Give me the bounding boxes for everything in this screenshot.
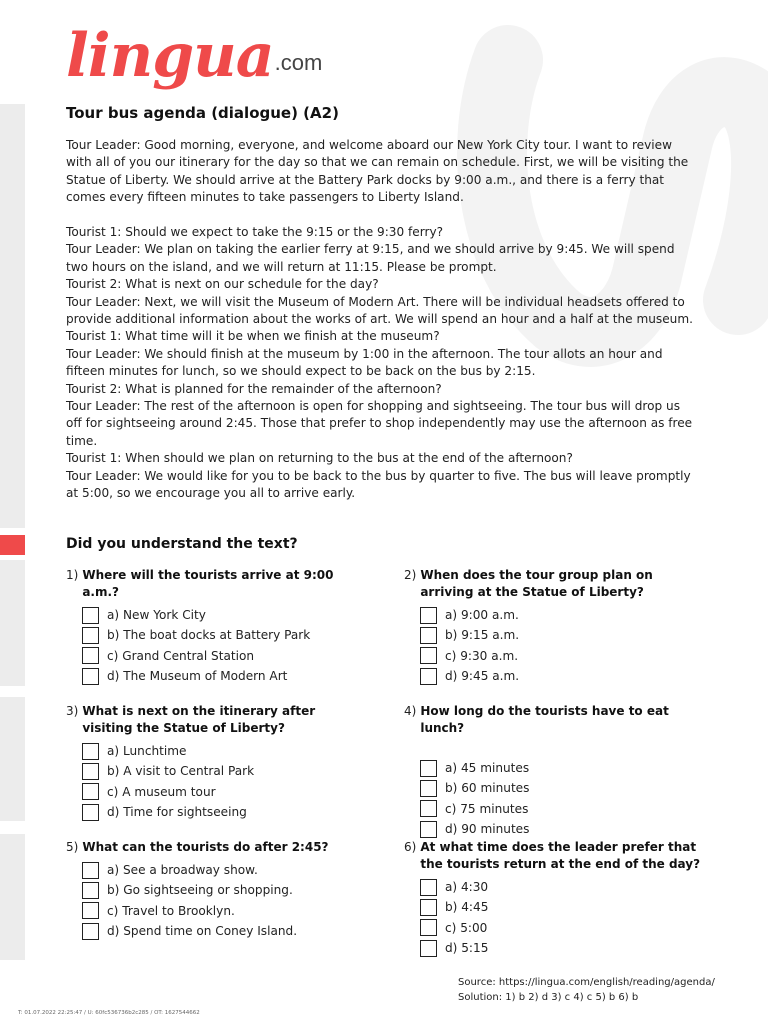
dialogue-line: Tourist 2: What is next on our schedule for the day? [66,277,379,292]
question-6 [404,839,704,958]
quiz-heading: Did you understand the text? [66,536,298,552]
answer-checkbox[interactable] [420,919,437,936]
answer-option[interactable] [420,897,704,917]
option-label: a) New York City [107,608,206,623]
footer [458,975,715,1005]
option-label: d) 5:15 [445,941,489,956]
question-number: 2) [404,568,417,582]
answer-checkbox[interactable] [420,647,437,664]
option-label: b) Go sightseeing or shopping. [107,883,293,898]
side-tab-reading [0,104,25,528]
answer-option[interactable] [420,799,704,819]
question-number: 6) [404,840,417,854]
question-2 [404,567,704,686]
option-label: a) 4:30 [445,880,489,895]
option-label: d) The Museum of Modern Art [107,669,288,684]
question-text: How long do the tourists have to eat lunch? [420,704,669,735]
option-label: c) Grand Central Station [107,648,255,663]
answer-checkbox[interactable] [420,940,437,957]
page-title: Tour bus agenda (dialogue) (A2) [66,104,339,122]
dialogue-line: Tour Leader: Next, we will visit the Museum of Modern Art. There will be individual headsets offered to provide additional information about the works of art. We will spend an hour and a half at the museum. [66,294,693,327]
question-4 [404,703,704,839]
dialogue-line: Tourist 1: What time will it be when we finish at the museum? [66,329,440,344]
question-text: What can the tourists do after 2:45? [82,840,329,854]
question-number: 3) [66,704,79,718]
side-tab-questions-2 [0,697,25,821]
side-tab-marker [0,535,25,555]
answer-checkbox[interactable] [420,821,437,838]
dialogue-line: Tourist 1: Should we expect to take the 9:15 or the 9:30 ferry? [66,225,444,240]
side-tab-questions-1 [0,560,25,686]
answer-checkbox[interactable] [420,607,437,624]
option-label: b) The boat docks at Battery Park [107,628,311,643]
answer-checkbox[interactable] [82,923,99,940]
option-label: a) Lunchtime [107,744,187,759]
answer-option[interactable] [82,666,366,686]
dialogue-line: Tour Leader: We would like for you to be back to the bus by quarter to five. The bus will leave promptly at 5:00, so we encourage you all to arrive early. [66,468,691,501]
dialogue-line: Tourist 1: When should we plan on returning to the bus at the end of the afternoon? [66,451,573,466]
option-label: b) 60 minutes [445,781,530,796]
dialogue-line: Tourist 2: What is planned for the remainder of the afternoon? [66,381,442,396]
answer-option[interactable] [82,880,366,900]
dialogue-text [66,137,696,503]
answer-option[interactable] [82,802,366,822]
answer-checkbox[interactable] [420,627,437,644]
dialogue-line: Tour Leader: We should finish at the museum by 1:00 in the afternoon. The tour allots an hour and fifteen minutes for lunch, so we should expect to be back on the bus by 2:15. [66,346,663,379]
question-text: At what time does the leader prefer that the tourists return at the end of the day? [420,840,701,871]
answer-checkbox[interactable] [420,899,437,916]
answer-checkbox[interactable] [82,743,99,760]
answer-option[interactable] [82,921,366,941]
answer-checkbox[interactable] [82,647,99,664]
answer-option[interactable] [420,605,704,625]
answer-checkbox[interactable] [420,760,437,777]
option-label: c) 5:00 [445,920,488,935]
answer-option[interactable] [420,666,704,686]
option-label: b) A visit to Central Park [107,764,255,779]
option-label: b) 4:45 [445,900,489,915]
answer-option[interactable] [82,646,366,666]
answer-option[interactable] [82,782,366,802]
option-label: d) Spend time on Coney Island. [107,924,298,939]
option-label: c) 75 minutes [445,801,529,816]
answer-option[interactable] [82,625,366,645]
answer-option[interactable] [82,761,366,781]
question-text: Where will the tourists arrive at 9:00 a.m.? [82,568,334,599]
answer-checkbox[interactable] [420,780,437,797]
answer-checkbox[interactable] [82,882,99,899]
question-3 [66,703,366,822]
answer-option[interactable] [420,918,704,938]
answer-option[interactable] [420,938,704,958]
source-link[interactable]: Source: https://lingua.com/english/reading/agenda/ [458,977,715,988]
option-label: b) 9:15 a.m. [445,628,520,643]
option-label: a) 9:00 a.m. [445,608,519,623]
answer-checkbox[interactable] [82,783,99,800]
option-label: a) See a broadway show. [107,863,258,878]
answer-option[interactable] [82,860,366,880]
question-1 [66,567,366,686]
question-number: 1) [66,568,79,582]
answer-option[interactable] [420,625,704,645]
solution-key: Solution: 1) b 2) d 3) c 4) c 5) b 6) b [458,992,639,1003]
answer-checkbox[interactable] [82,804,99,821]
answer-option[interactable] [420,646,704,666]
question-text: When does the tour group plan on arriving at the Statue of Liberty? [420,568,653,599]
document-meta: T: 01.07.2022 22:25:47 / U: 60fc536736b2c285 / OT: 1627544662 [18,1010,200,1016]
answer-checkbox[interactable] [82,902,99,919]
answer-option[interactable] [420,819,704,839]
answer-checkbox[interactable] [82,763,99,780]
logo-suffix: .com [274,50,323,75]
lingua-logo[interactable] [66,14,323,91]
answer-checkbox[interactable] [82,607,99,624]
dialogue-line: Tour Leader: The rest of the afternoon is open for shopping and sightseeing. The tour bus will drop us off for sightseeing around 2:45. Those that prefer to shop independently may use the afternoon as free time. [66,399,693,448]
answer-checkbox[interactable] [82,862,99,879]
answer-option[interactable] [82,741,366,761]
option-label: d) 90 minutes [445,822,530,837]
question-number: 4) [404,704,417,718]
option-label: c) A museum tour [107,784,216,799]
answer-option[interactable] [82,901,366,921]
option-label: c) 9:30 a.m. [445,648,519,663]
option-label: a) 45 minutes [445,761,530,776]
answer-option[interactable] [420,758,704,778]
answer-checkbox[interactable] [420,800,437,817]
question-text: What is next on the itinerary after visiting the Statue of Liberty? [82,704,316,735]
answer-option[interactable] [420,877,704,897]
option-label: d) Time for sightseeing [107,805,247,820]
paragraph-gap [66,207,696,224]
question-number: 5) [66,840,79,854]
question-5 [66,839,366,941]
answer-option[interactable] [420,778,704,798]
answer-checkbox[interactable] [82,668,99,685]
option-label: c) Travel to Brooklyn. [107,903,235,918]
option-label: d) 9:45 a.m. [445,669,520,684]
dialogue-line: Tour Leader: Good morning, everyone, and welcome aboard our New York City tour. I want to review with all of you our itinerary for the day so that we can remain on schedule. First, we will be visiting the Statue of Liberty. We should arrive at the Battery Park docks by 9:00 a.m., and there is a ferry that comes every fifteen minutes to take passengers to Liberty Island. [66,138,689,205]
dialogue-line: Tour Leader: We plan on taking the earlier ferry at 9:15, and we should arrive by 9:45. We will spend two hours on the island, and we will return at 11:15. Please be prompt. [66,242,675,274]
logo-wordmark: lingua [66,21,274,91]
answer-checkbox[interactable] [82,627,99,644]
answer-option[interactable] [82,605,366,625]
answer-checkbox[interactable] [420,879,437,896]
answer-checkbox[interactable] [420,668,437,685]
side-tab-questions-3 [0,834,25,960]
